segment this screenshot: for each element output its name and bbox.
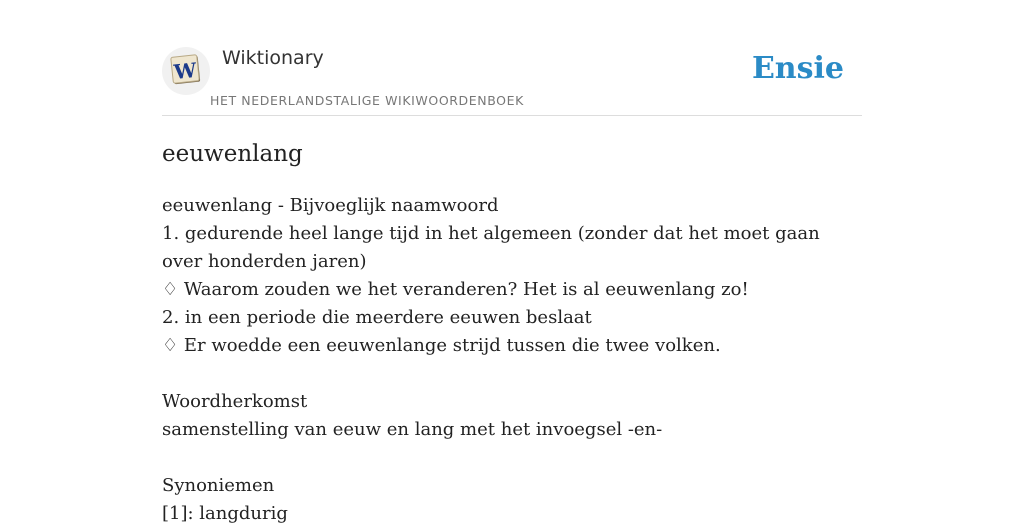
site-tagline: HET NEDERLANDSTALIGE WIKIWOORDENBOEK <box>210 93 524 108</box>
etymology-text: samenstelling van eeuw en lang met het invoegsel -en- <box>162 419 663 440</box>
site-header <box>162 0 862 116</box>
entry-heading: eeuwenlang - Bijvoeglijk naamwoord <box>162 195 499 216</box>
example-1: ♢ Waarom zouden we het veranderen? Het is al eeuwenlang zo! <box>162 279 749 300</box>
wiktionary-logo-icon[interactable] <box>162 47 210 95</box>
etymology-heading: Woordherkomst <box>162 391 308 412</box>
wiktionary-logo-graphic <box>168 53 204 89</box>
svg-text:W: W <box>172 57 198 85</box>
synonym-item: [1]: langdurig <box>162 503 288 524</box>
ensie-logo-link[interactable]: Ensie <box>751 51 844 86</box>
example-2: ♢ Er woedde een eeuwenlange strijd tussen die twee volken. <box>162 335 721 356</box>
spacer <box>162 444 862 472</box>
site-name[interactable]: Wiktionary <box>222 47 324 69</box>
page <box>162 0 862 524</box>
entry-content <box>162 192 862 528</box>
page-title: eeuwenlang <box>162 141 303 167</box>
synonyms-heading: Synoniemen <box>162 475 275 496</box>
spacer <box>162 360 862 388</box>
definition-2: 2. in een periode die meerdere eeuwen beslaat <box>162 307 592 328</box>
definition-1: 1. gedurende heel lange tijd in het algemeen (zonder dat het moet gaan over honderden jaren) <box>162 223 820 272</box>
